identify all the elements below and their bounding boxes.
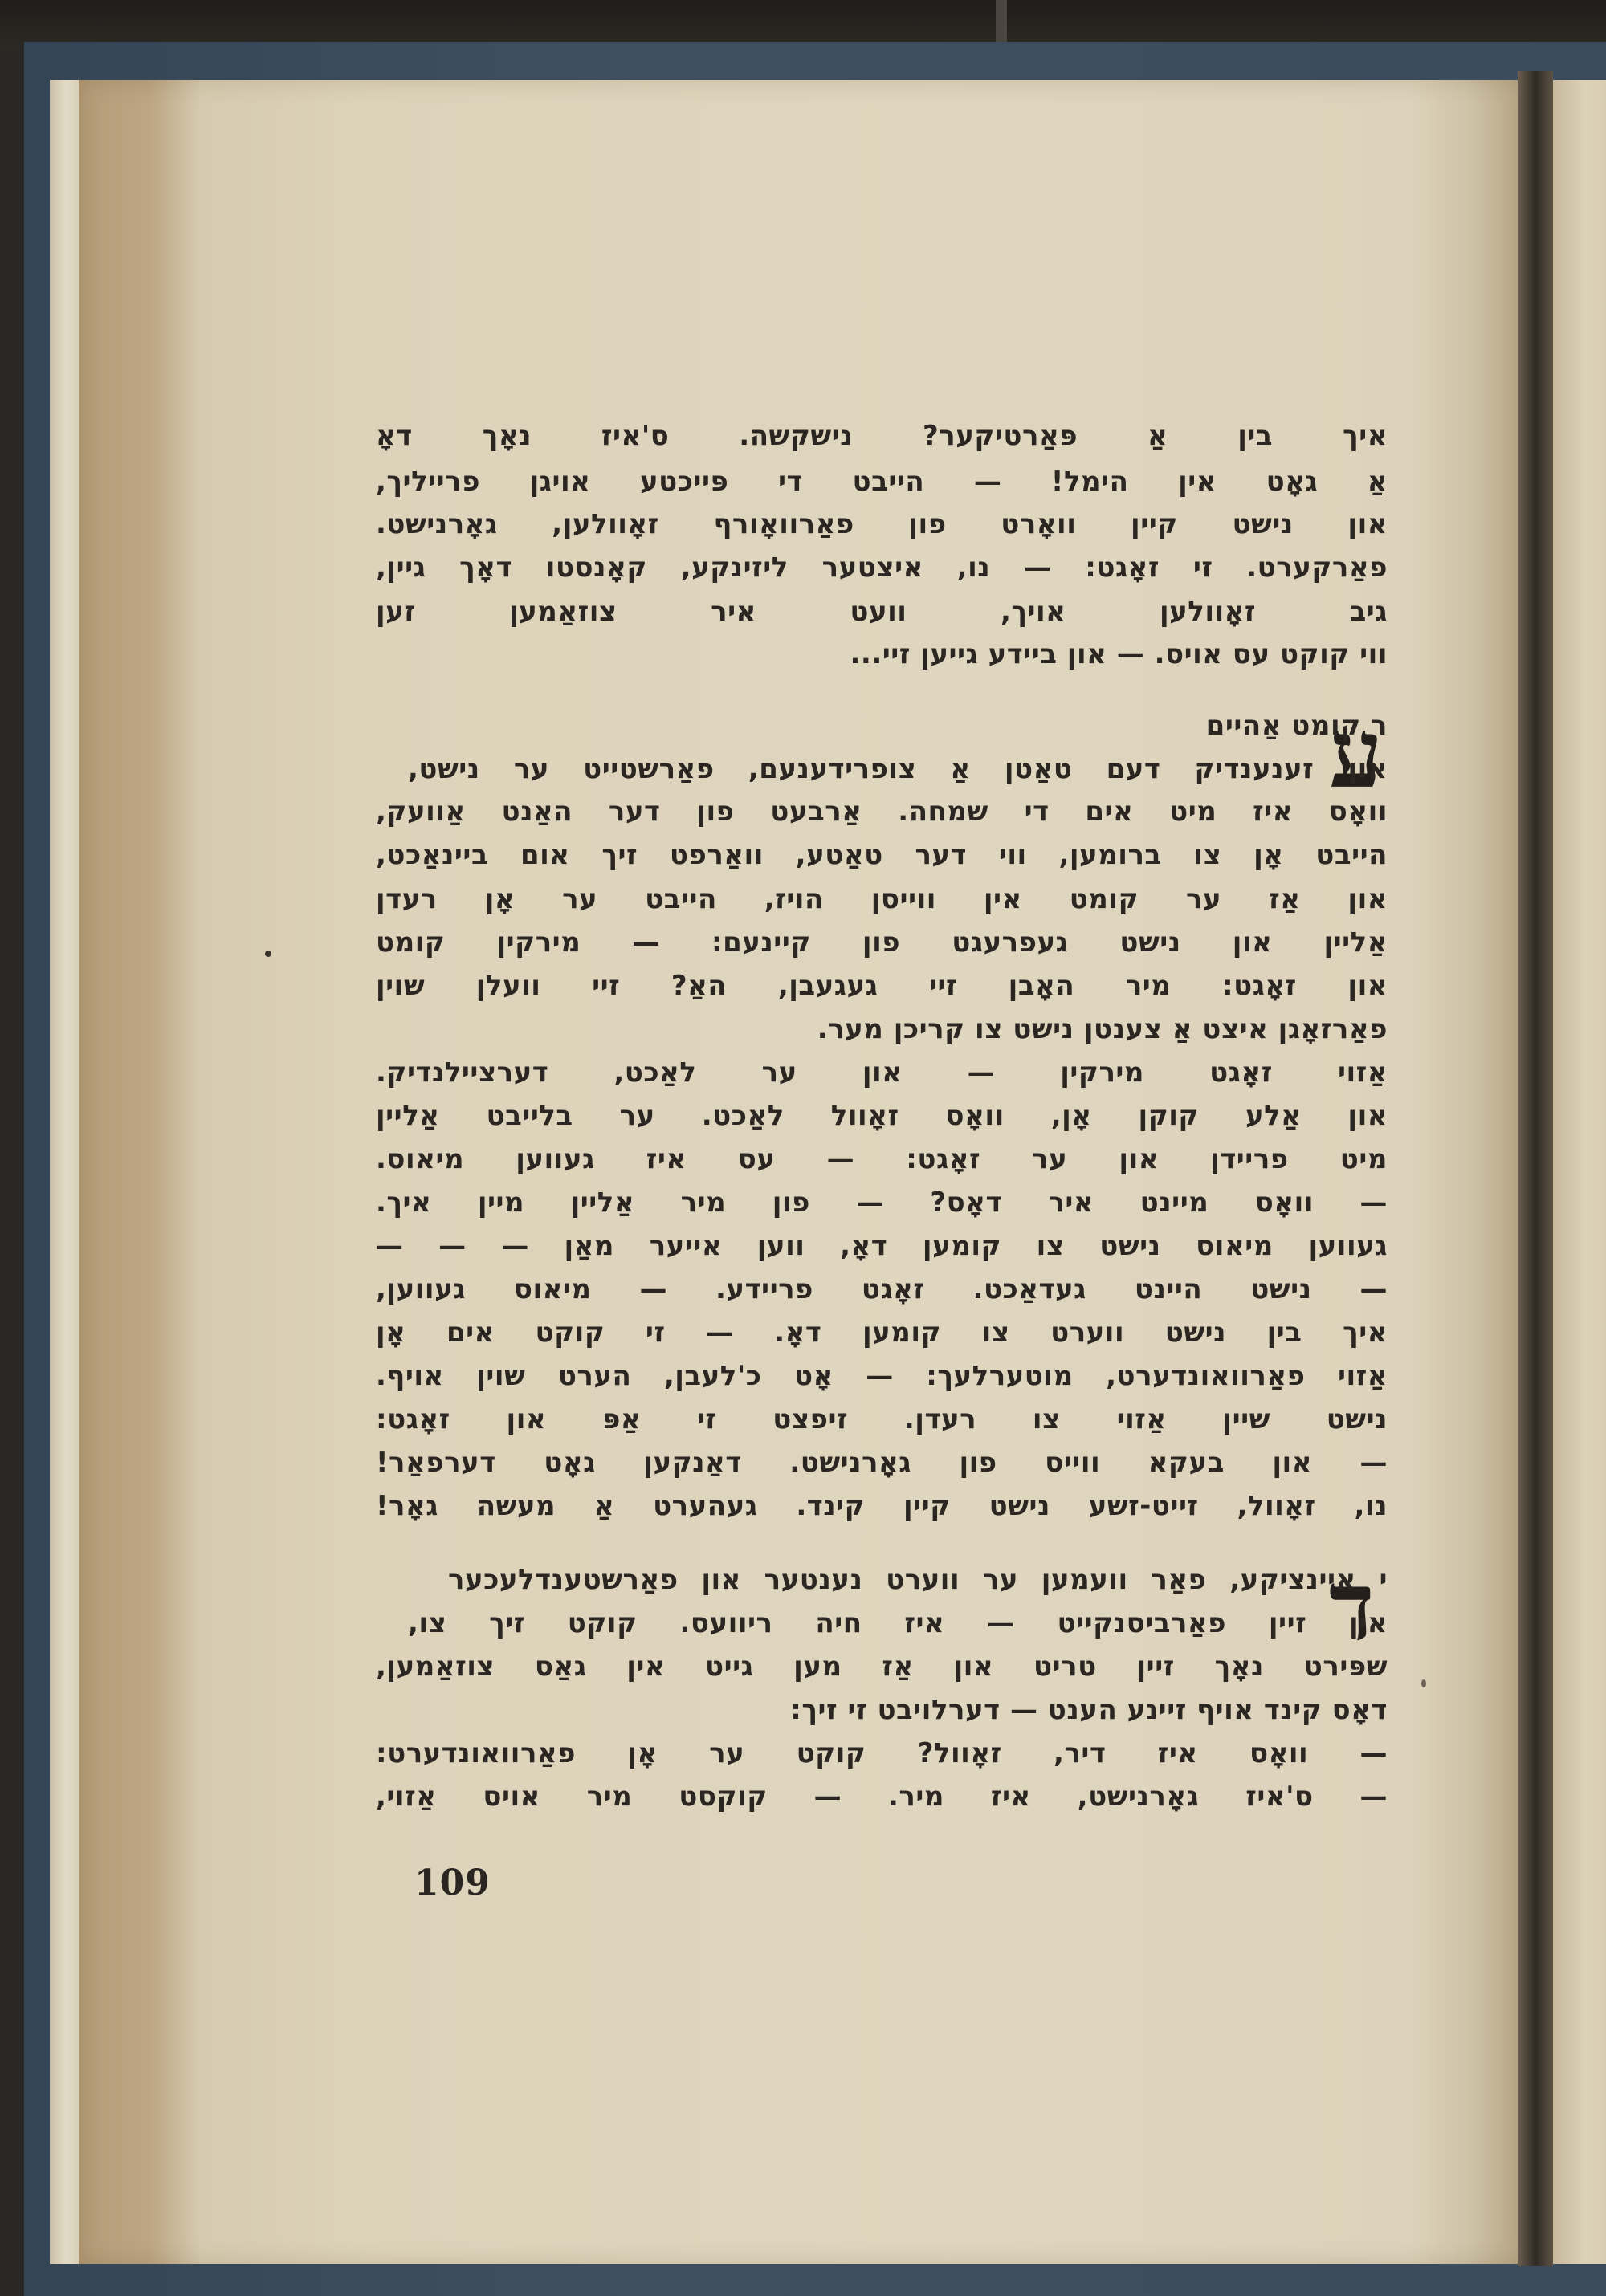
text-line: אין זיין פאַרביסנקייט — איז חיה ריוועס. קוקט זיך צו,	[408, 1607, 1388, 1639]
text-line: און זאָגט: מיר האָבן זיי געגעבן, האַ? זיי וועלן שוין	[376, 970, 1388, 1002]
text-line: און אַלע קוקן אָן, וואָס זאָוול לאַכט. ער בלייבט אַליין	[376, 1100, 1388, 1132]
text-line: און זענענדיק דעם טאַטן אַ צופרידענעם, פאַרשטייט ער נישט,	[408, 753, 1388, 785]
page-number: 109	[414, 1862, 491, 1903]
text-line: — און בעקא ווייס פון גאָרנישט. דאַנקען גאָט דערפאַר!	[376, 1447, 1388, 1479]
text-line: פאַרקערט. זי זאָגט: — נו, איצטער ליזינקע, קאָנסטו דאָך גיין,	[376, 552, 1388, 584]
page-speck	[1421, 1679, 1426, 1687]
text-line: אַ גאָט אין הימל! — הייבט די פּייכטע אויגן פרייליך,	[376, 466, 1388, 498]
text-line: און אַז ער קומט אין ווייסן הויז, הייבט ער אָן רעדן	[376, 883, 1388, 915]
page-speck	[265, 951, 271, 957]
text-line: פאַרזאָגן איצט אַ צענטן נישט צו קריכן מער.	[817, 1013, 1388, 1045]
text-line: — וואָס איז דיר, זאָוול? קוקט ער אָן פאַרוואונדערט:	[376, 1737, 1388, 1769]
text-line: — ס'איז גאָרנישט, איז מיר. — קוקסט מיר אויס אַזוי,	[376, 1781, 1388, 1813]
text-line: אַליין און נישט געפרעגט פון קיינעם: — מירקין קומט	[376, 926, 1388, 959]
text-line: אַזוי זאָגט מירקין — און ער לאַכט, דערציילנדיק.	[376, 1056, 1388, 1089]
text-line: געווען מיאוס נישט צו קומען דאָ, ווען אייער מאַן — — —	[376, 1230, 1388, 1262]
drop-cap: ד	[1329, 1550, 1375, 1662]
text-line: דאָס קינד אויף זיינע הענט — דערלויבט זי זיך:	[790, 1694, 1388, 1726]
text-line: נישט שיין אַזוי צו רעדן. זיפצט זי אַפּ און זאָגט:	[376, 1403, 1388, 1435]
text-line: שפּירט נאָך זיין טריט און אַז מען גייט אין גאַס צוזאַמען,	[376, 1651, 1388, 1683]
text-line: און נישט קיין וואָרט פון פאַרוואָורף זאָוולען, גאָרנישט.	[376, 508, 1388, 540]
drop-cap: ע	[1329, 698, 1383, 809]
text-line: וואָס איז מיט אים די שמחה. אַרבעט פון דער האַנט אַוועק,	[376, 796, 1388, 828]
text-line: — נישט היינט געדאַכט. זאָגט פריידע. — מיאוס געווען,	[376, 1273, 1388, 1305]
text-line: מיט פריידן און ער זאָגט: — עס איז געווען מיאוס.	[376, 1143, 1388, 1175]
text-line: ר קומט אַהיים	[1205, 710, 1388, 742]
text-line: — וואָס מיינט איר דאָס? — פון מיר אַליין מיין איך.	[376, 1187, 1388, 1219]
text-line: אַזוי פאַרוואונדערט, מוטערלעך: — אָט כ'לעבן, הערט שוין אויף.	[376, 1360, 1388, 1392]
text-line: נו, זאָוול, זייט-זשע נישט קיין קינד. געהערט אַ מעשה גאָר!	[376, 1490, 1388, 1522]
text-line: איך בין אַ פּאַרטיקער? נישקשה. ס'איז נאָך דאָ	[376, 420, 1388, 452]
text-line: גיב זאָוולען אויך, וועט איר צוזאַמען זען	[376, 596, 1388, 628]
text-line: הייבט אָן צו ברומען, ווי דער טאַטע, וואַרפט זיך אום ביינאַכט,	[376, 839, 1388, 871]
text-line: י איינציקע, פאַר וועמען ער ווערט נענטער און פאַרשטענדלעכער	[448, 1564, 1388, 1596]
text-line: ווי קוקט עס אויס. — און ביידע גייען זיי...	[850, 638, 1388, 670]
text-line: איך בין נישט ווערט צו קומען דאָ. — זי קוקט אים אָן	[376, 1317, 1388, 1349]
